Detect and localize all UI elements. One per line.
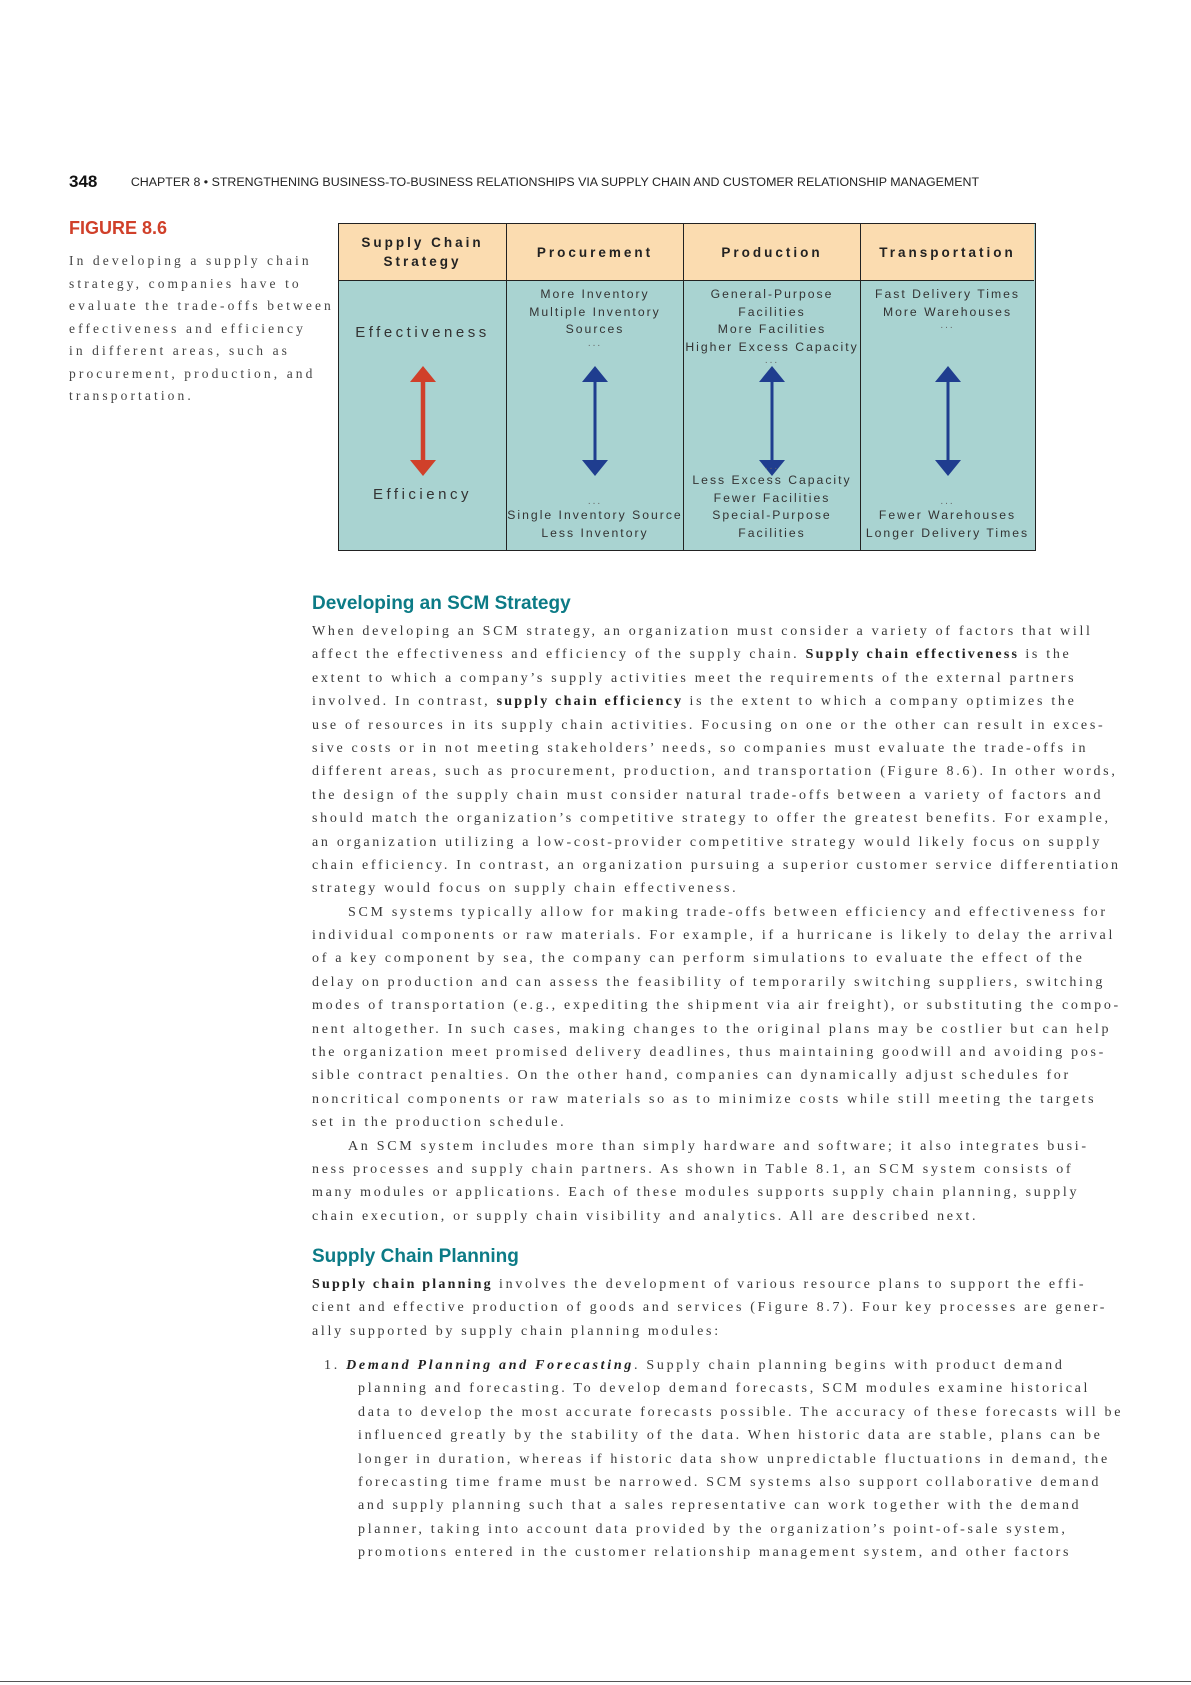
- list-item-number: 1.: [324, 1358, 340, 1373]
- text-line: cient and effective production of goods and services (Figure 8.7). Four key processes are gener-: [312, 1300, 1108, 1316]
- caption-line: in different areas, such as: [69, 343, 291, 358]
- efficiency-label: Efficiency: [373, 486, 472, 503]
- ellipsis: ...: [940, 496, 955, 507]
- list-item-first-line: [324, 1354, 1065, 1377]
- list-item-title: Demand Planning and Forecasting: [346, 1358, 635, 1373]
- text-line: an organization utilizing a low-cost-provider competitive strategy would likely focus on supply: [312, 834, 1103, 850]
- procurement-header: Procurement: [507, 224, 683, 281]
- strategy-double-arrow-icon: [408, 366, 438, 476]
- text-line: the organization meet promised delivery deadlines, thus maintaining goodwill and avoiding pos-: [312, 1045, 1106, 1061]
- caption-line: transportation.: [69, 388, 194, 403]
- text-line: forecasting time frame must be narrowed. SCM systems also support collaborative demand: [358, 1474, 1102, 1490]
- text-line: and supply planning such that a sales representative can work together with the demand: [358, 1498, 1082, 1514]
- text-line: set in the production schedule.: [312, 1115, 567, 1131]
- effectiveness-label: Effectiveness: [355, 324, 490, 341]
- text-line: planning and forecasting. To develop demand forecasts, SCM modules examine historical: [358, 1381, 1091, 1397]
- list-item-line: . Supply chain planning begins with product demand: [634, 1358, 1065, 1373]
- numbered-list: [324, 1354, 1124, 1565]
- trade-off-diagram: [338, 223, 1036, 551]
- double-arrow-icon: [757, 366, 787, 476]
- text-line: sible contract penalties. On the other hand, companies can dynamically adjust schedules for: [312, 1068, 1071, 1084]
- text-line: modes of transportation (e.g., expediting the shipment via air freight), or substituting the compo-: [312, 998, 1121, 1014]
- production-efficiency-items: ... Less Excess Capacity Fewer Facilities Special-Purpose Facilities: [684, 462, 860, 542]
- text-line: chain execution, or supply chain visibility and analytics. All are described next.: [312, 1208, 979, 1224]
- double-arrow-icon: [933, 366, 963, 476]
- text-line: planner, taking into account data provided by the organization’s point-of-sale system,: [358, 1521, 1068, 1537]
- text-line: SCM systems typically allow for making trade-offs between efficiency and effectiveness for: [348, 904, 1108, 920]
- text-line: nent altogether. In such cases, making changes to the original plans may be costlier but can help: [312, 1021, 1112, 1037]
- text-line: involved. In contrast, supply chain efficiency is the extent to which a company optimizes the: [312, 694, 1077, 710]
- ellipsis: ...: [764, 355, 780, 366]
- caption-line: evaluate the trade-offs between: [69, 298, 334, 313]
- strategy-header: [339, 224, 506, 281]
- procurement-column: [507, 224, 684, 550]
- key-term: supply chain efficiency: [496, 694, 684, 710]
- ellipsis: ...: [764, 461, 780, 472]
- bottom-rule: [0, 1681, 1191, 1682]
- double-arrow-icon: [580, 366, 610, 476]
- caption-line: In developing a supply chain: [69, 253, 312, 268]
- caption-line: effectiveness and efficiency: [69, 320, 306, 336]
- production-header: Production: [684, 224, 860, 281]
- text-line: ness processes and supply chain partners. As shown in Table 8.1, an SCM system consists of: [312, 1161, 1074, 1177]
- text-line: different areas, such as procurement, production, and transportation (Figure 8.6). In other words,: [312, 764, 1118, 780]
- production-effectiveness-items: General-Purpose Facilities More Facilities Higher Excess Capacity ...: [685, 287, 859, 366]
- text-line: should match the organization’s competitive strategy to offer the greatest benefits. For example,: [312, 811, 1111, 827]
- text-line: influenced greatly by the stability of the data. When historic data are stable, plans can be: [358, 1428, 1103, 1444]
- strategy-header-line2: Strategy: [383, 254, 462, 269]
- strategy-header-line1: Supply Chain: [361, 235, 484, 250]
- key-term: Supply chain effectiveness: [805, 647, 1020, 663]
- figure-caption: [69, 250, 334, 408]
- text-line: noncritical components or raw materials so as to minimize costs while still meeting the targets: [312, 1091, 1097, 1107]
- text-line: data to develop the most accurate forecasts possible. The accuracy of these forecasts will be: [358, 1404, 1124, 1420]
- text-line: use of resources in its supply chain activities. Focusing on one or the other can result in exces-: [312, 717, 1106, 733]
- text-line: sive costs or in not meeting stakeholders’ needs, so companies must evaluate the trade-offs in: [312, 740, 1089, 756]
- text-line: promotions entered in the customer relationship management system, and other factors: [358, 1545, 1072, 1561]
- running-head: [69, 172, 1069, 192]
- production-column: [684, 224, 861, 550]
- ellipsis: ...: [587, 337, 603, 349]
- transportation-header: Transportation: [861, 224, 1034, 281]
- section-heading-supply-chain-planning: Supply Chain Planning: [312, 1246, 519, 1267]
- figure-label: FIGURE 8.6: [69, 218, 168, 238]
- ellipsis: ...: [940, 320, 955, 331]
- section-body-supply-chain-planning: [312, 1273, 1108, 1343]
- text-line: delay on production and can assess the feasibility of temporarily switching suppliers, switching: [312, 974, 1106, 990]
- section-body-scm-strategy: [312, 620, 1121, 1228]
- strategy-column: [339, 224, 507, 550]
- procurement-efficiency-items: ... Single Inventory Source Less Inventory: [507, 496, 683, 540]
- caption-line: strategy, companies have to: [69, 275, 302, 291]
- ellipsis: ...: [587, 496, 603, 507]
- transportation-efficiency-items: ... Fewer Warehouses Longer Delivery Times: [861, 497, 1034, 542]
- text-line: of a key component by sea, the company can perform simulations to evaluate the effect of the: [312, 951, 1085, 967]
- section-heading-scm-strategy: Developing an SCM Strategy: [312, 593, 571, 614]
- running-title: CHAPTER 8 • STRENGTHENING BUSINESS-TO-BUSINESS RELATIONSHIPS VIA SUPPLY CHAIN AND CUSTOMER RELATIONSHIP MANAGEMENT: [130, 175, 980, 189]
- text-line: affect the effectiveness and efficiency of the supply chain. Supply chain effectiveness is the: [312, 647, 1072, 663]
- text-line: extent to which a company’s supply activities meet the requirements of the external partners: [312, 670, 1077, 686]
- text-line: Supply chain planning involves the development of various resource plans to support the effi-: [312, 1277, 1087, 1292]
- text-line: longer in duration, whereas if historic data show unpredictable fluctuations in demand, the: [358, 1451, 1110, 1467]
- text-line: individual components or raw materials. For example, if a hurricane is likely to delay the arrival: [312, 928, 1116, 944]
- text-line: strategy would focus on supply chain effectiveness.: [312, 881, 739, 897]
- text-line: When developing an SCM strategy, an organization must consider a variety of factors that will: [312, 624, 1093, 639]
- transportation-column: [861, 224, 1034, 550]
- procurement-effectiveness-items: More Inventory Multiple Inventory Sources ...: [507, 286, 683, 349]
- text-line: the design of the supply chain must consider natural trade-offs between a variety of factors and: [312, 787, 1104, 803]
- caption-line: procurement, production, and: [69, 365, 316, 381]
- transportation-effectiveness-items: Fast Delivery Times More Warehouses ...: [861, 286, 1034, 331]
- text-line: many modules or applications. Each of these modules supports supply chain planning, supply: [312, 1185, 1080, 1201]
- text-line: An SCM system includes more than simply hardware and software; it also integrates busi-: [348, 1138, 1089, 1154]
- text-line: chain efficiency. In contrast, an organization pursuing a superior customer service differentiation: [312, 857, 1121, 873]
- key-term: Supply chain planning: [312, 1277, 493, 1292]
- page-number: 348: [69, 172, 98, 191]
- text-line: ally supported by supply chain planning modules:: [312, 1323, 721, 1339]
